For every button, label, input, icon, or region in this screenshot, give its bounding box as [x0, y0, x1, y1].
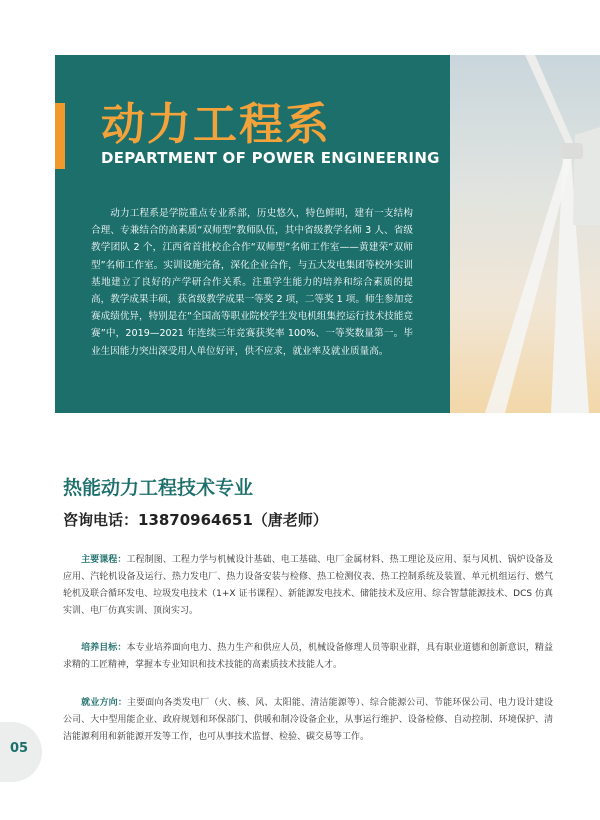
section-label: 就业方向： — [81, 698, 127, 708]
section-text: 主要面向各类发电厂（火、核、风、太阳能、清洁能源等）、综合能源公司、节能环保公司、电力设计建设公司、大中型用能企业、政府规划和环保部门、供暖和制冷设备企业，从事运行维护、设备检修、自动控制、环境保护、清洁能源利用和新能源开发等工作，也可从事技术监督、检验、碳交易等工作。 — [63, 698, 553, 742]
department-intro: 动力工程系是学院重点专业系部，历史悠久，特色鲜明，建有一支结构合理、专兼结合的高素质“双师型”教师队伍，其中省级教学名师 3 人、省级教学团队 2 个，江西省首批校企合作“双师型”名师工作室——黄建荣“双师型”名师工作室。实训设施完备，深化企业合作，与五大发电集团等校外实训基地建立了良好的产学研合作关系。注重学生能力的培养和综合素质的提高，教学成果丰硕，获省级教学成果一等奖 2 项，二等奖 1 项。师生参加竞赛成绩优异，特别是在“全国高等职业院校学生发电机组集控运行技术技能竞赛”中，2019—2021 年连续三年竞赛获奖率 100%、一等奖数量第一。毕业生因能力突出深受用人单位好评，供不应求，就业率及就业质量高。 — [91, 208, 413, 357]
section-goals — [63, 640, 553, 674]
section-label: 主要课程： — [81, 555, 127, 565]
turbine-shape — [485, 55, 600, 413]
header-banner — [55, 55, 600, 413]
department-title-en: DEPARTMENT OF POWER ENGINEERING — [101, 149, 440, 167]
page-number-tab — [0, 722, 42, 782]
contact-phone: 咨询电话：13870964651（唐老师） — [63, 511, 328, 529]
major-title: 热能动力工程技术专业 — [63, 477, 254, 499]
section-label: 培养目标： — [81, 643, 127, 653]
section-careers — [63, 695, 553, 746]
section-text: 工程制图、工程力学与机械设计基础、电工基础、电厂金属材料、热工理论及应用、泵与风机、锅炉设备及应用、汽轮机设备及运行、热力发电厂、热力设备安装与检修、热工检测仪表、热工控制系统及装置、单元机组运行、燃气轮机及联合循环发电、垃圾发电技术（1+X 证书课程）、新能源发电技术、储能技术及应用、综合智慧能源技术、DCS 仿真实训、电厂仿真实训、顶岗实习。 — [63, 555, 553, 616]
page-number: 05 — [10, 741, 29, 756]
section-text: 本专业培养面向电力、热力生产和供应人员，机械设备修理人员等职业群，具有职业道德和创新意识，精益求精的工匠精神，掌握本专业知识和技术技能的高素质技术技能人才。 — [63, 643, 553, 670]
title-accent-bar — [55, 103, 65, 169]
section-courses — [63, 552, 553, 620]
department-title-cn: 动力工程系 — [101, 99, 331, 150]
